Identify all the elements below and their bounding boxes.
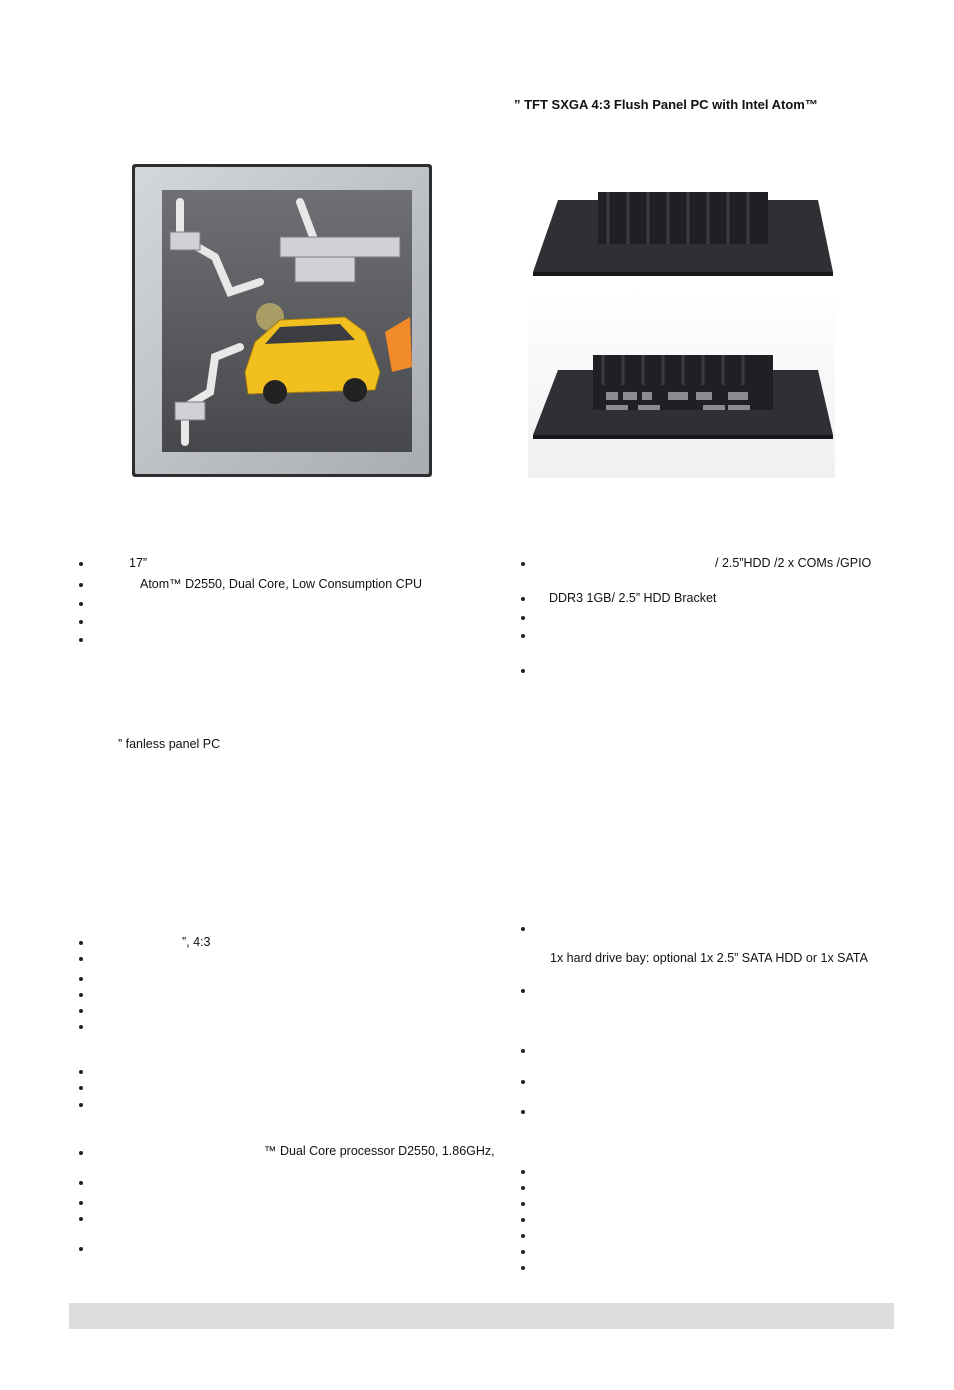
bullet [521, 1170, 525, 1174]
bullet [79, 1009, 83, 1013]
bullet [79, 1247, 83, 1251]
bullet [79, 1086, 83, 1090]
bullet [521, 1250, 525, 1254]
feature-left-2: Atom™ D2550, Dual Core, Low Consumption CPU [140, 577, 423, 591]
bullet [79, 1217, 83, 1221]
back-view-top [533, 192, 833, 276]
panel-pc-back-images [528, 180, 835, 478]
spec-storage: 1x hard drive bay: optional 1x 2.5” SATA HDD or 1x SATA [550, 951, 868, 965]
panel-pc-front-image [130, 162, 435, 480]
bullet [79, 977, 83, 981]
bullet [521, 1110, 525, 1114]
bullet [521, 634, 525, 638]
bullet [521, 1266, 525, 1270]
footer-bar [69, 1303, 894, 1329]
bullet [79, 562, 83, 566]
bullet [79, 620, 83, 624]
bullet [521, 669, 525, 673]
bullet [79, 993, 83, 997]
bullet [79, 1181, 83, 1185]
bullet [79, 1025, 83, 1029]
product-title: ” TFT SXGA 4:3 Flush Panel PC with Intel Atom™ [514, 97, 818, 112]
bullet [79, 1201, 83, 1205]
feature-left-1: 17” [129, 556, 148, 570]
bullet [521, 597, 525, 601]
bullet [521, 1049, 525, 1053]
bullet [521, 1202, 525, 1206]
intro-text: ” fanless panel PC [118, 737, 221, 751]
bullet [79, 583, 83, 587]
spec-display-ratio: ”, 4:3 [182, 935, 211, 949]
bullet [79, 957, 83, 961]
bullet [521, 1186, 525, 1190]
bullet [521, 927, 525, 931]
bullet [79, 602, 83, 606]
feature-right-1: / 2.5”HDD /2 x COMs /GPIO [715, 556, 872, 570]
bullet [521, 616, 525, 620]
bullet [79, 1103, 83, 1107]
feature-right-2: DDR3 1GB/ 2.5” HDD Bracket [549, 591, 717, 605]
bullet [79, 1070, 83, 1074]
bullet [79, 638, 83, 642]
bullet [521, 1080, 525, 1084]
bullet [79, 941, 83, 945]
bullet [521, 1218, 525, 1222]
bullet [521, 562, 525, 566]
bullet [521, 989, 525, 993]
bullet [79, 1151, 83, 1155]
spec-cpu: ™ Dual Core processor D2550, 1.86GHz, [264, 1144, 495, 1158]
bullet [521, 1234, 525, 1238]
